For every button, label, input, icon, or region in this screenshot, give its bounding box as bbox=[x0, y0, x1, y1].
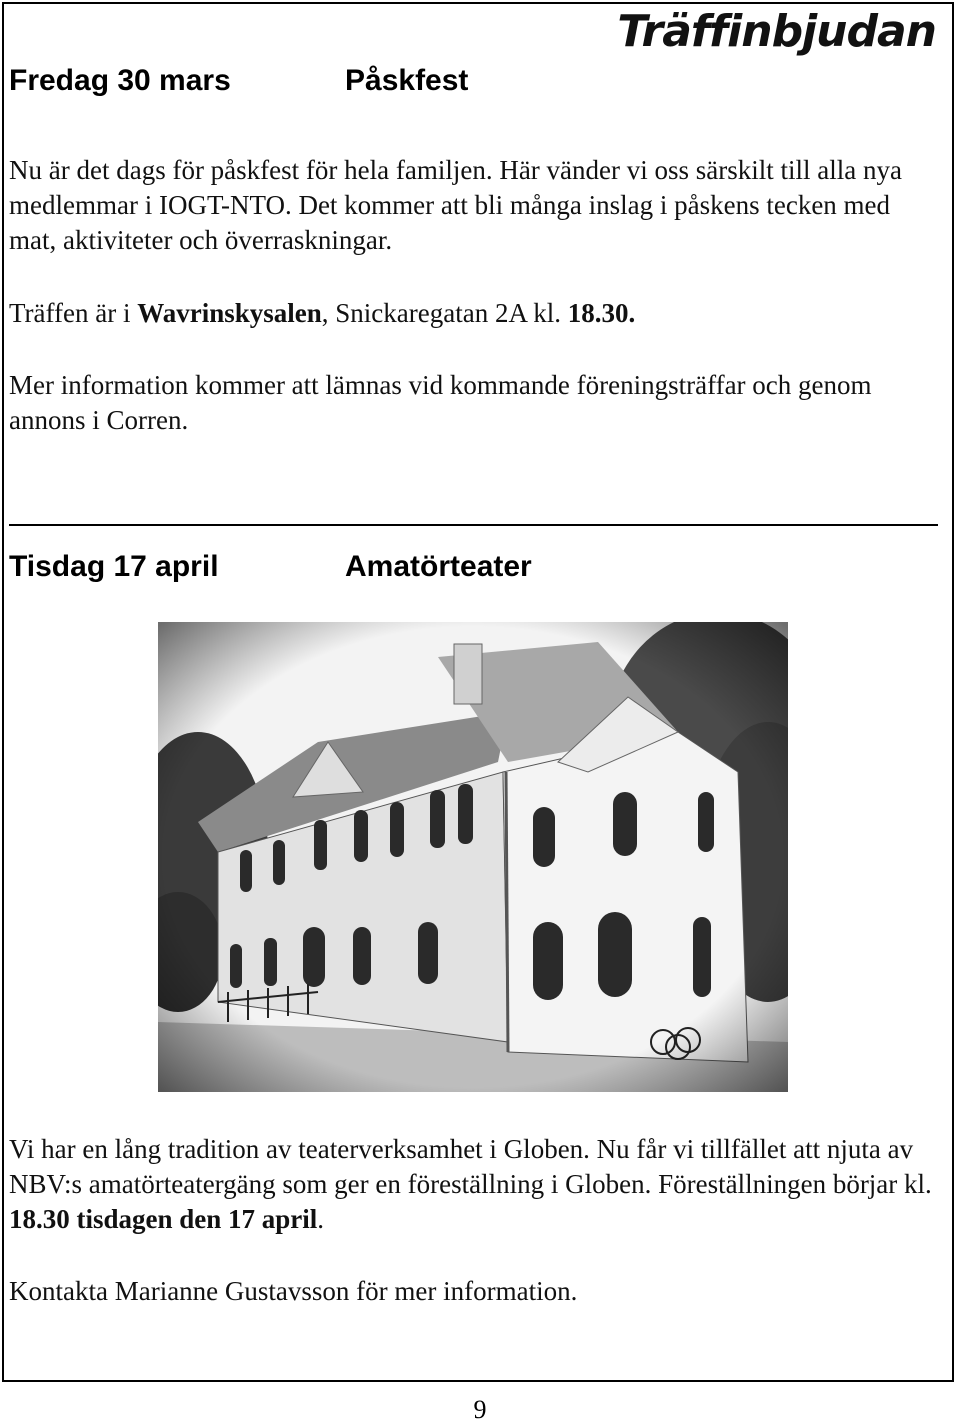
event1-venue bbox=[9, 296, 939, 331]
venue-address: , Snickaregatan 2A kl. bbox=[321, 298, 568, 328]
venue-time: 18.30. bbox=[567, 298, 636, 328]
page-banner: Träffinbjudan bbox=[617, 6, 936, 57]
page-number: 9 bbox=[473, 1395, 487, 1424]
event1-intro: Nu är det dags för påskfest för hela familjen. Här vänder vi oss särskilt till alla nya medlemmar i IOGT-NTO. Det kommer att bli många inslag i påskens tecken med mat, aktiviteter och överraskningar. bbox=[9, 155, 902, 255]
event1-date: Fredag 30 mars bbox=[9, 64, 231, 97]
event2-date: Tisdag 17 april bbox=[9, 550, 219, 583]
venue-prefix: Träffen är i bbox=[9, 298, 138, 328]
event2-description-text: Vi har en lång tradition av teaterverksamhet i Globen. Nu får vi tillfället att njuta av NBV:s amatörteatergäng som ger en föreställning i Globen. bbox=[9, 1134, 914, 1199]
venue-name: Wavrinskysalen bbox=[137, 298, 322, 328]
start-suffix: . bbox=[317, 1204, 325, 1234]
event1-more-info: Mer information kommer att lämnas vid kommande föreningsträffar och genom annons i Corren. bbox=[9, 370, 872, 435]
event1-title: Påskfest bbox=[345, 64, 469, 97]
event2-contact: Kontakta Marianne Gustavsson för mer information. bbox=[9, 1276, 578, 1306]
section-divider bbox=[9, 524, 938, 526]
building-photo bbox=[158, 622, 788, 1092]
event2-title: Amatörteater bbox=[345, 550, 532, 583]
event2-description bbox=[9, 1132, 939, 1237]
start-time: 18.30 tisdagen den 17 april bbox=[9, 1204, 318, 1234]
start-prefix: Föreställningen börjar kl. bbox=[658, 1169, 932, 1199]
